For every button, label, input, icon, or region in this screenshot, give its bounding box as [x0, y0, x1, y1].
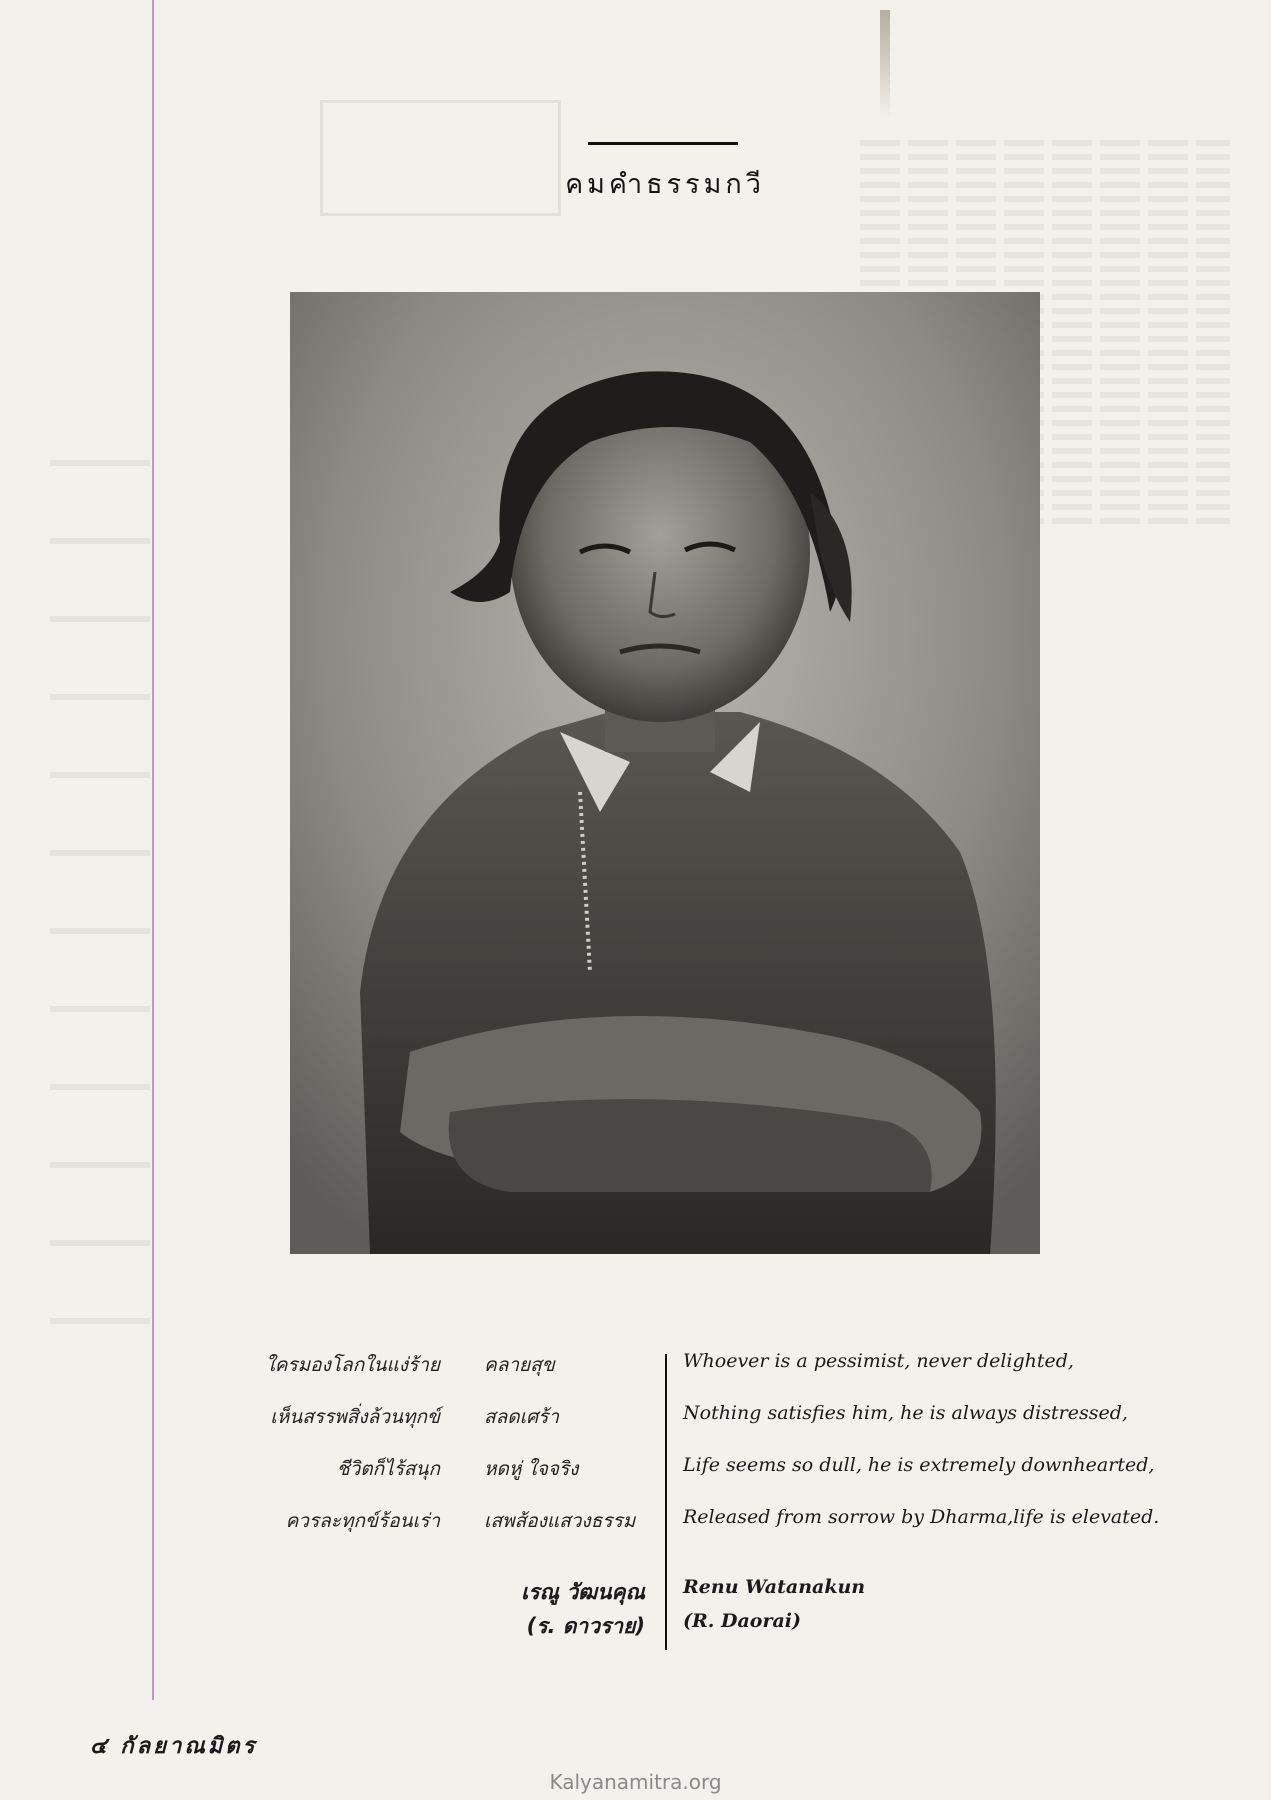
thai-second-half: เสพส้องแสวงธรรม	[484, 1510, 636, 1532]
show-through-box	[320, 100, 561, 216]
author-pen-thai: (ร. ดาวราย)	[526, 1614, 645, 1638]
author-english: Renu Watanakun	[683, 1576, 866, 1598]
page-footer: ๔ กัลยาณมิตร	[90, 1734, 258, 1759]
author-pen-english: (R. Daorai)	[683, 1610, 801, 1632]
poem-line-1	[0, 1350, 1271, 1390]
thai-first-half: ชีวิตก็ไร้สนุก	[336, 1458, 440, 1480]
poem-line-4	[0, 1506, 1271, 1546]
thai-second-half: สลดเศร้า	[484, 1406, 560, 1428]
thai-first-half: ใครมองโลกในแง่ร้าย	[265, 1354, 440, 1376]
english-line: Nothing satisfies him, he is always distressed,	[683, 1402, 1128, 1424]
tape-stain	[880, 10, 890, 120]
thai-second-half: คลายสุข	[484, 1354, 555, 1376]
thai-first-half: ควรละทุกข์ร้อนเร่า	[285, 1510, 440, 1532]
thai-second-half: หดหู่ ใจจริง	[484, 1458, 579, 1480]
poem-line-3	[0, 1454, 1271, 1494]
thai-first-half: เห็นสรรพสิ่งล้วนทุกข์	[270, 1406, 440, 1428]
page-title: คมคำธรรมกวี	[565, 169, 765, 200]
english-line: Life seems so dull, he is extremely downhearted,	[683, 1454, 1155, 1476]
title-rule	[588, 142, 738, 145]
author-thai: เรณู วัฒนคุณ	[521, 1580, 645, 1604]
author-pen-line	[0, 1610, 1271, 1650]
poem-line-2	[0, 1402, 1271, 1442]
child-photo	[290, 292, 1040, 1254]
site-watermark: Kalyanamitra.org	[549, 1770, 722, 1794]
english-line: Released from sorrow by Dharma,life is elevated.	[683, 1506, 1160, 1528]
show-through-text-left	[50, 460, 150, 1396]
english-line: Whoever is a pessimist, never delighted,	[683, 1350, 1074, 1372]
margin-rule	[152, 0, 154, 1700]
